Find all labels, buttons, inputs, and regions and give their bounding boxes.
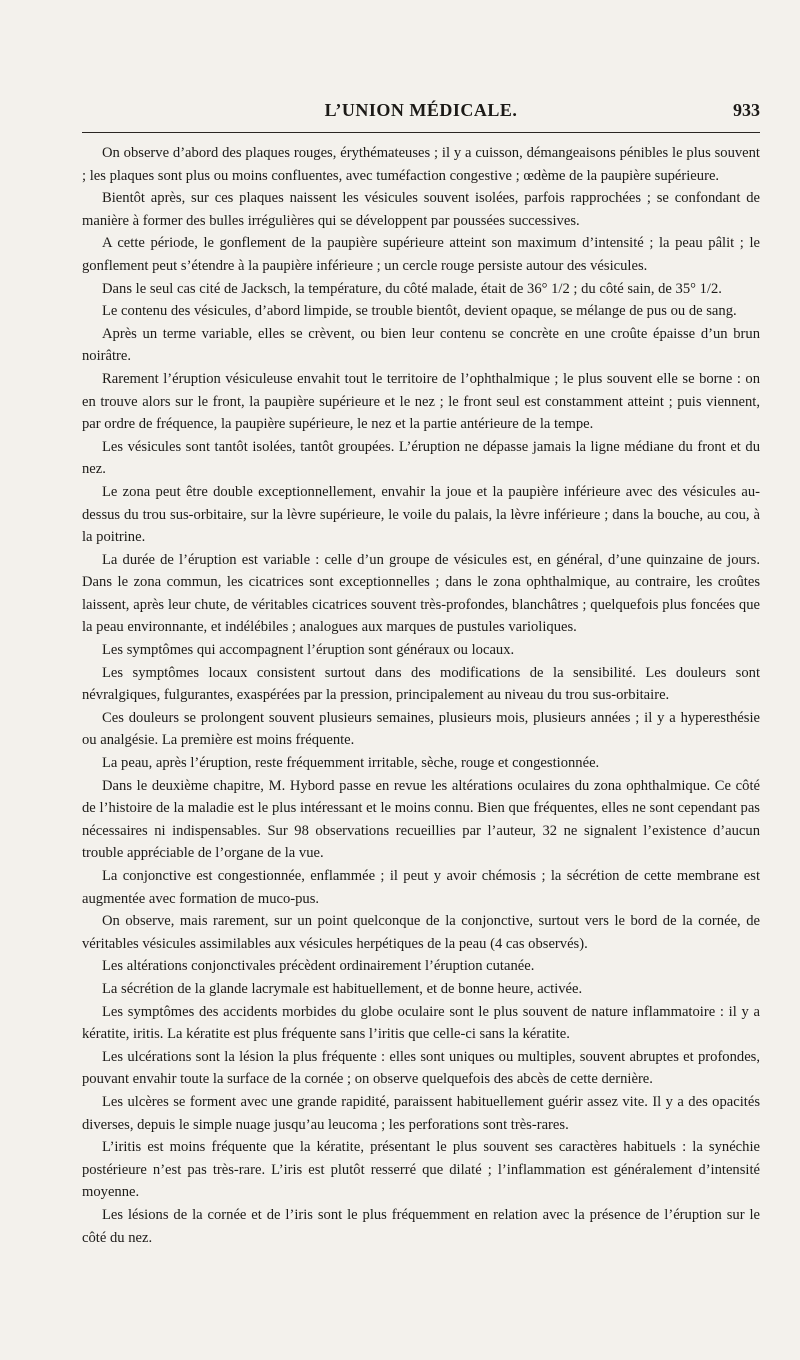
page-number: 933 xyxy=(733,100,760,120)
paragraph: Les vésicules sont tantôt isolées, tantôt groupées. L’éruption ne dépasse jamais la ligne médiane du front et du nez. xyxy=(82,438,760,478)
paragraph: Dans le deuxième chapitre, M. Hybord passe en revue les altérations oculaires du zona ophthalmique. Ce côté de l’histoire de la maladie est le plus intéressant et le moins connu. Bien que fréquentes, elles ne sont cependant pas nécessaires ni indispensables. Sur 98 observations recueillies par l’auteur, 32 ne signalent l’existence d’aucun trouble appréciable de l’organe de la vue. xyxy=(82,777,760,862)
paragraph: Les symptômes locaux consistent surtout dans des modifications de la sensibilité. Les douleurs sont névralgiques, fulgurantes, exaspérées par la pression, principalement au niveau du trou sus-orbitaire. xyxy=(82,664,760,704)
paragraph: Les altérations conjonctivales précèdent ordinairement l’éruption cutanée. xyxy=(102,958,535,975)
paragraph: La sécrétion de la glande lacrymale est habituellement, et de bonne heure, activée. xyxy=(102,980,583,997)
paragraph: La peau, après l’éruption, reste fréquemment irritable, sèche, rouge et congestionnée. xyxy=(102,755,600,772)
paragraph: A cette période, le gonflement de la paupière supérieure atteint son maximum d’intensité ; la peau pâlit ; le gonflement peut s’étendre à la paupière inférieure ; un cercle rouge persiste autour des vésicules. xyxy=(82,235,760,274)
paragraph: Les symptômes des accidents morbides du globe oculaire sont le plus souvent de nature inflammatoire : il y a kératite, iritis. La kératite est plus fréquente sans l’iritis que celle-ci sans la kératite. xyxy=(82,1003,760,1043)
paragraph: On observe, mais rarement, sur un point quelconque de la conjonctive, surtout vers le bord de la cornée, de véritables vésicules assimilables aux vésicules herpétiques de la peau (4 cas observés). xyxy=(82,913,760,952)
paragraph: Après un terme variable, elles se crèvent, ou bien leur contenu se concrète en une croûte épaisse d’un brun noirâtre. xyxy=(82,325,760,365)
paragraph: Les lésions de la cornée et de l’iris sont le plus fréquemment en relation avec la présence de l’éruption sur le côté du nez. xyxy=(82,1206,760,1246)
paragraph: La conjonctive est congestionnée, enflammée ; il peut y avoir chémosis ; la sécrétion de cette membrane est augmentée avec formation de muco-pus. xyxy=(82,868,760,907)
paragraph: On observe d’abord des plaques rouges, érythémateuses ; il y a cuisson, démangeaisons pénibles le plus souvent ; les plaques sont plus ou moins confluentes, avec tuméfaction congestive ; œdème de la paupière supérieure. xyxy=(82,145,760,184)
journal-title: L’UNION MÉDICALE. xyxy=(324,100,518,120)
paragraph: L’iritis est moins fréquente que la kératite, présentant le plus souvent ses caractères habituels : la synéchie postérieure n’est pas très-rare. L’iris est plutôt resserré que dilaté ; l’inflammation est généralement d’intensité moyenne. xyxy=(82,1139,760,1201)
paragraph: Rarement l’éruption vésiculeuse envahit tout le territoire de l’ophthalmique ; le plus souvent elle se borne : on en trouve alors sur le front, la paupière supérieure et le nez ; le front seul est constamment atteint ; puis viennent, par ordre de fréquence, la paupière supérieure, le nez et la partie antérieure de la tempe. xyxy=(82,370,760,433)
paragraph: Le contenu des vésicules, d’abord limpide, se trouble bientôt, devient opaque, se mélange de pus ou de sang. xyxy=(102,303,737,320)
paragraph: Les symptômes qui accompagnent l’éruption sont généraux ou locaux. xyxy=(102,642,515,659)
paragraph: Les ulcérations sont la lésion la plus fréquente : elles sont uniques ou multiples, souvent abruptes et profondes, pouvant envahir toute la surface de la cornée ; on observe quelquefois des abcès de cette dernière. xyxy=(82,1048,760,1088)
running-header xyxy=(82,98,760,133)
paragraph: Bientôt après, sur ces plaques naissent les vésicules souvent isolées, parfois rapprochées ; se confondant de manière à former des bulles irrégulières qui se développent par poussées successives. xyxy=(82,190,760,229)
paragraph: Le zona peut être double exceptionnellement, envahir la joue et la paupière inférieure avec des vésicules au-dessus du trou sus-orbitaire, sur la lèvre supérieure, le voile du palais, la lèvre inférieure ; dans la bouche, au cou, à la poitrine. xyxy=(82,483,760,546)
paragraph: La durée de l’éruption est variable : celle d’un groupe de vésicules est, en général, d’une quinzaine de jours. Dans le zona commun, les cicatrices sont exceptionnelles ; dans le zona ophthalmique, au contraire, les croûtes laissent, après leur chute, de véritables cicatrices souvent très-profondes, blanchâtres ; quelquefois plus foncées que la peau environnante, et indélébiles ; analogues aux marques de pustules varioliques. xyxy=(82,551,760,636)
paragraph: Les ulcères se forment avec une grande rapidité, paraissent habituellement guérir assez vite. Il y a des opacités diverses, depuis le simple nuage jusqu’au leucoma ; les perforations sont très-rares. xyxy=(82,1093,760,1133)
paragraph: Dans le seul cas cité de Jacksch, la température, du côté malade, était de 36° 1/2 ; du côté sain, de 35° 1/2. xyxy=(102,280,722,297)
paragraph: Ces douleurs se prolongent souvent plusieurs semaines, plusieurs mois, plusieurs années ; il y a hyperesthésie ou analgésie. La première est moins fréquente. xyxy=(82,709,760,749)
article-body xyxy=(82,142,760,1249)
